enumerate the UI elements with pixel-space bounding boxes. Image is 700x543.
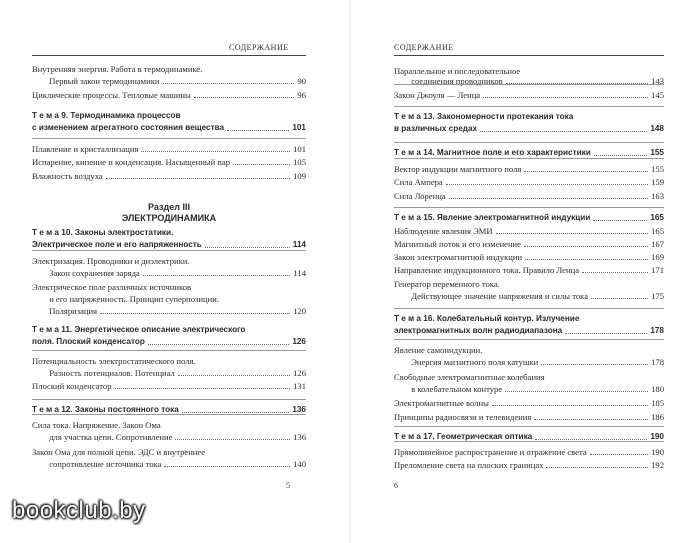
toc-entry-title: Первый закон термодинамики (32, 76, 160, 86)
leader-dots (143, 274, 291, 276)
toc-entry (32, 368, 306, 378)
toc-entry-title: Закон электромагнитной индукции (394, 252, 523, 262)
toc-entry-title: Т е м а 17. Геометрическая оптика (394, 432, 533, 441)
toc-entry-title: Направление индукционного тока. Правило Ленца (394, 265, 580, 275)
toc-topic-heading (32, 123, 306, 133)
toc-entry-title: Поляризация (32, 306, 98, 316)
toc-entry-title: Т е м а 10. Законы электростатики. (32, 228, 174, 237)
toc-entry-title: Т е м а 16. Колебательный контур. Излучение (394, 314, 580, 323)
toc-entry-title: Вектор индукции магнитного поля (394, 164, 522, 174)
topic-divider (394, 84, 664, 85)
leader-dots (449, 197, 648, 199)
leader-dots (182, 411, 290, 413)
toc-entry (32, 144, 306, 154)
toc-page-number: 126 (292, 337, 306, 346)
toc-entry-title: Электрическое поле различных источников (32, 282, 192, 292)
leader-dots (590, 453, 648, 455)
leader-dots (100, 312, 290, 314)
toc-entry-title: Электромагнитные волны (394, 398, 489, 408)
toc-entry (394, 460, 664, 470)
leader-dots (505, 390, 648, 392)
toc-entry (32, 432, 306, 442)
toc-entry (394, 412, 664, 422)
toc-page-number: 148 (650, 124, 664, 133)
toc-page-number: 190 (651, 447, 664, 457)
toc-entry (394, 90, 664, 100)
toc-entry (32, 420, 306, 430)
toc-entry (394, 447, 664, 457)
page-number-left: 5 (286, 481, 290, 490)
topic-divider (394, 441, 664, 442)
toc-entry (394, 372, 664, 382)
toc-entry-title: Генератор переменного тока. (394, 279, 500, 289)
toc-entry (32, 282, 306, 292)
toc-entry (32, 90, 306, 100)
toc-entry-title: Влажность воздуха (32, 171, 103, 181)
leader-dots (524, 170, 648, 172)
leader-dots (582, 271, 648, 273)
toc-entry-title: Закон Ома для полной цепи. ЭДС и внутреннее (32, 447, 206, 457)
toc-entry (32, 256, 306, 266)
toc-entry-title: Т е м а 9. Термодинамика процессов (32, 111, 181, 120)
toc-entry-title: поля. Плоский конденсатор (32, 337, 145, 346)
toc-page-number: 136 (292, 405, 306, 414)
leader-dots (483, 96, 648, 98)
toc-entry (32, 64, 306, 74)
toc-entry-title: Прямолинейное распространение и отражение света (394, 447, 587, 457)
toc-entry-title: Потенциальность электростатического поля. (32, 356, 196, 366)
toc-entry-title: Т е м а 15. Явление электромагнитной индукции (394, 213, 591, 222)
toc-page-number: 114 (293, 268, 306, 278)
leader-dots (178, 374, 290, 376)
toc-entry-title: Свободные электромагнитные колебания (394, 372, 545, 382)
toc-entry-title: Принципы радиосвязи и телевидения (394, 412, 532, 422)
toc-entry (394, 384, 664, 394)
toc-entry-title: Закон Джоуля — Ленца (394, 90, 481, 100)
toc-entry (32, 171, 306, 181)
topic-divider (394, 106, 664, 107)
toc-entry-title: Т е м а 14. Магнитное поле и его характеристики (394, 148, 591, 157)
toc-entry (394, 357, 664, 367)
toc-entry-title: для участка цепи. Сопротивление (32, 432, 173, 442)
toc-entry (394, 191, 664, 201)
toc-entry-title: и его напряженность. Принцип суперпозиции. (32, 294, 219, 304)
toc-entry-title: Т е м а 11. Энергетическое описание электрического (32, 325, 246, 334)
running-header-right: СОДЕРЖАНИЕ (394, 43, 454, 52)
topic-divider (394, 308, 664, 309)
toc-topic-heading (32, 228, 306, 238)
toc-entry (394, 226, 664, 236)
toc-entry (32, 294, 306, 304)
toc-page-number: 140 (293, 459, 306, 469)
leader-dots (492, 404, 648, 406)
leader-dots (480, 130, 647, 132)
topic-divider (394, 339, 664, 340)
leader-dots (524, 245, 648, 247)
leader-dots (194, 96, 295, 98)
toc-topic-heading (394, 124, 664, 134)
toc-entry-title: сопротивление источника тока (32, 459, 162, 469)
toc-entry-title: Т е м а 13. Закономерности протекания тока (394, 112, 574, 121)
header-rule (394, 55, 664, 56)
leader-dots (525, 258, 648, 260)
topic-divider (32, 250, 306, 251)
toc-entry-title: Электрическое поле и его напряженность (32, 240, 202, 249)
toc-topic-heading (32, 111, 306, 121)
toc-entry (32, 447, 306, 457)
leader-dots (496, 232, 648, 234)
toc-entry-title: Т е м а 12. Законы постоянного тока (32, 405, 179, 414)
leader-dots (148, 343, 289, 345)
toc-page-number: 190 (650, 432, 664, 441)
toc-entry (32, 381, 306, 391)
topic-divider (394, 158, 664, 159)
toc-page-number: 167 (651, 239, 664, 249)
leader-dots (164, 465, 290, 467)
leader-dots (541, 363, 648, 365)
topic-divider (394, 426, 664, 427)
section-subtitle: ЭЛЕКТРОДИНАМИКА (121, 213, 217, 223)
toc-page-number: 96 (297, 90, 306, 100)
toc-page-number: 178 (651, 357, 664, 367)
toc-page-number: 126 (293, 368, 306, 378)
toc-page-number: 175 (651, 291, 664, 301)
toc-topic-heading (32, 240, 306, 250)
watermark-logo: bookclub.by (12, 497, 146, 524)
toc-page-number: 159 (651, 177, 664, 187)
toc-page-number: 186 (651, 412, 664, 422)
leader-dots (106, 177, 290, 179)
toc-topic-heading (32, 337, 306, 347)
toc-page-number: 163 (651, 191, 664, 201)
toc-entry-title: Закон сохранения заряда (32, 268, 140, 278)
toc-entry-title: Энергия магнитного поля катушки (394, 357, 539, 367)
toc-page-number: 131 (293, 381, 306, 391)
toc-page-number: 101 (293, 144, 306, 154)
toc-entry (32, 459, 306, 469)
toc-entry (394, 177, 664, 187)
toc-entry-title: Плавление и кристаллизация (32, 144, 139, 154)
toc-entry (32, 356, 306, 366)
leader-dots (535, 438, 647, 440)
leader-dots (205, 246, 290, 248)
toc-page-number: 101 (292, 123, 306, 132)
leader-dots (593, 219, 647, 221)
toc-page-number: 90 (297, 76, 306, 86)
toc-entry-title: Наблюдение явления ЭМИ (394, 226, 493, 236)
toc-entry-title: Сила Ампера (394, 177, 443, 187)
toc-entry (394, 291, 664, 301)
toc-entry-title: Внутренняя энергия. Работа в термодинамике. (32, 64, 203, 74)
toc-page-number: 185 (651, 398, 664, 408)
toc-entry-title: Циклические процессы. Тепловые машины (32, 90, 191, 100)
toc-page-number: 165 (651, 226, 664, 236)
toc-page-number: 169 (651, 252, 664, 262)
topic-divider (394, 207, 664, 208)
toc-page-number: 120 (293, 306, 306, 316)
toc-entry-title: в различных средах (394, 124, 478, 133)
toc-topic-heading (32, 325, 306, 335)
toc-entry-title: Явление самоиндукции. (394, 345, 483, 355)
leader-dots (233, 163, 290, 165)
toc-entry (32, 157, 306, 167)
toc-entry (394, 66, 664, 76)
toc-entry-title: с изменением агрегатного состояния вещества (32, 123, 225, 132)
section-title: Раздел III (148, 202, 190, 212)
toc-topic-heading (394, 314, 664, 324)
toc-entry-title: Параллельное и последовательное (394, 66, 521, 76)
toc-topic-heading (394, 148, 664, 158)
toc-page-number: 171 (651, 265, 664, 275)
toc-entry-title: Сила Лоренца (394, 191, 446, 201)
toc-entry-title: Магнитный поток и его изменение (394, 239, 521, 249)
leader-dots (546, 466, 648, 468)
topic-divider (32, 138, 306, 139)
toc-entry-title: Испарение, кипение и конденсация. Насыщенный пар (32, 157, 231, 167)
leader-dots (115, 387, 291, 389)
toc-entry-title: соединения проводников (394, 76, 503, 86)
topic-divider (32, 350, 306, 351)
page-number-right: 6 (394, 481, 398, 490)
toc-page-number: 105 (293, 157, 306, 167)
toc-page-number: 114 (292, 240, 306, 249)
toc-entry (394, 252, 664, 262)
toc-page-number: 143 (651, 76, 664, 86)
toc-entry (394, 279, 664, 289)
toc-entry-title: Действующее значение напряжения и силы тока (394, 291, 589, 301)
toc-entry-title: электромагнитных волн радиодиапазона (394, 326, 563, 335)
toc-page-number: 165 (650, 213, 664, 222)
toc-entry-title: Электризация. Проводники и диэлектрики. (32, 256, 190, 266)
toc-entry (394, 164, 664, 174)
toc-page-number: 136 (293, 432, 306, 442)
running-header-left: СОДЕРЖАНИЕ (229, 43, 289, 52)
toc-topic-heading (394, 112, 664, 122)
toc-page-number: 192 (651, 460, 664, 470)
toc-page-number: 155 (651, 164, 664, 174)
toc-entry (394, 265, 664, 275)
toc-page-number: 109 (293, 171, 306, 181)
toc-page-number: 155 (650, 148, 664, 157)
toc-entry (394, 239, 664, 249)
leader-dots (141, 150, 290, 152)
leader-dots (534, 418, 648, 420)
toc-entry (32, 76, 306, 86)
topic-divider (394, 142, 664, 143)
toc-page-number: 178 (650, 326, 664, 335)
toc-entry-title: Преломление света на плоских границах (394, 460, 544, 470)
leader-dots (163, 82, 295, 84)
right-page (350, 0, 700, 543)
toc-topic-heading (394, 213, 664, 223)
toc-page-number: 145 (651, 90, 664, 100)
toc-entry-title: Сила тока. Напряжение. Закон Ома (32, 420, 161, 430)
leader-dots (175, 438, 290, 440)
toc-entry-title: Плоский конденсатор (32, 381, 112, 391)
toc-entry (32, 306, 306, 316)
topic-divider (32, 414, 306, 415)
toc-entry (32, 268, 306, 278)
leader-dots (591, 297, 648, 299)
toc-topic-heading (394, 326, 664, 336)
header-rule (32, 55, 306, 56)
toc-entry-title: в колебательном контуре (394, 384, 503, 394)
toc-entry (394, 345, 664, 355)
toc-entry (394, 398, 664, 408)
leader-dots (565, 332, 647, 334)
leader-dots (594, 154, 648, 156)
leader-dots (446, 183, 648, 185)
toc-entry-title: Разность потенциалов. Потенциал (32, 368, 175, 378)
leader-dots (227, 129, 289, 131)
topic-divider (32, 399, 306, 400)
toc-page-number: 180 (651, 384, 664, 394)
